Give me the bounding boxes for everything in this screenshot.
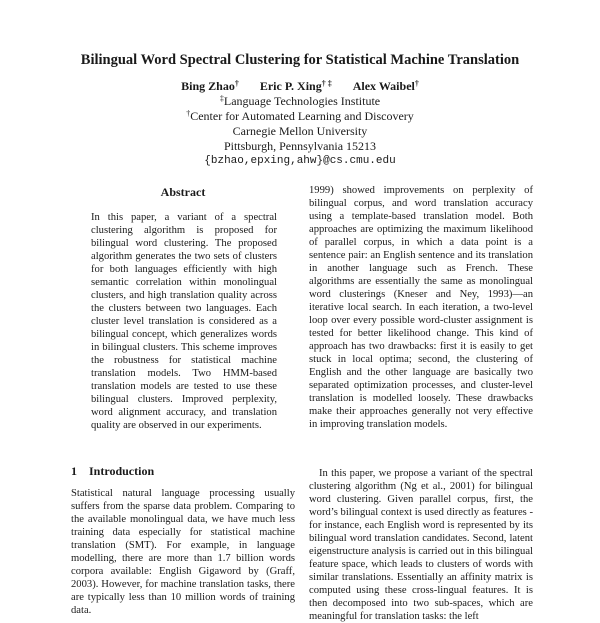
section-heading-introduction: 1 Introduction (71, 464, 155, 478)
author-list (0, 79, 600, 94)
abstract-heading: Abstract (160, 185, 206, 199)
affiliation-1: ‡Language Technologies Institute (219, 94, 381, 108)
introduction-text: Statistical natural language processing usually suffers from the sparse data problem. Comparing to the available monolingual data, we have much less training data especially for statistical machine translation (SMT). For example, in language modelling, there are more than 1.7 billion words corpora available: English Gigaword by (Graff, 2003). However, for machine translation tasks, there are typically less than 10 million words of training data. (71, 488, 295, 616)
affiliation-4: Pittsburgh, Pennsylvania 15213 (223, 139, 377, 153)
right-paragraph-1: 1999) showed improvements on perplexity of bilingual corpus, and word translation accuracy using a template-based translation model. Both approaches are optimizing the maximum likelihood of parallel corpus, in which a data point is a sentence pair: an English sentence and its translation in another language such as French. These algorithms are essentially the same as monolingual word clusterings (Kneser and Ney, 1993)—an iterative local search. In each iteration, a two-level loop over every possible word-cluster assignment is tested for better likelihood change. This kind of approach has two drawbacks: first it is easily to get stuck in local optima; second, the clustering of English and the other language are basically two separated optimization processes, and cluster-level translation is modelled loosely. These drawbacks make their approaches generally not very effective in improving translation models. (309, 185, 533, 430)
author-block (0, 79, 600, 169)
paper-title: Bilingual Word Spectral Clustering for Statistical Machine Translation (80, 52, 520, 68)
affiliation-3: Carnegie Mellon University (232, 124, 368, 138)
right-column (309, 184, 533, 622)
author-email: {bzhao,epxing,ahw}@cs.cmu.edu (204, 155, 396, 167)
abstract-text: In this paper, a variant of a spectral clustering algorithm is proposed for bilingual word clustering. The proposed algorithm generates the two sets of clusters for both languages efficiently with high semantic correlation within monolingual clusters, and high translation quality across the clusters between two languages. Each cluster level translation is considered as a bilingual concept, which generalizes words in bilingual clusters. This scheme improves the robustness for statistical machine translation models. Two HMM-based translation models are tested to use these bilingual clusters. Improved perplexity, word alignment accuracy, and translation quality are observed in our experiments. (91, 212, 277, 431)
author-2: Eric P. Xing† ‡ (259, 79, 332, 93)
right-paragraph-2: In this paper, we propose a variant of the spectral clustering algorithm (Ng et al., 2001) for bilingual word clustering. Given parallel corpus, first, the word’s bilingual context is used directly as features - for instance, each English word is represented by its bilingual word translation candidates. Second, latent eigenstructure analysis is carried out in this bilingual feature space, which leads to clusters of words with similar translations. Essentially an affinity matrix is computed using these cross-lingual features. It is then decomposed into two sub-spaces, which are meaningful for translation tasks: the left (309, 468, 533, 622)
author-1: Bing Zhao† (181, 79, 239, 93)
author-3: Alex Waibel† (352, 79, 419, 93)
affiliation-2: †Center for Automated Learning and Discovery (186, 109, 414, 123)
